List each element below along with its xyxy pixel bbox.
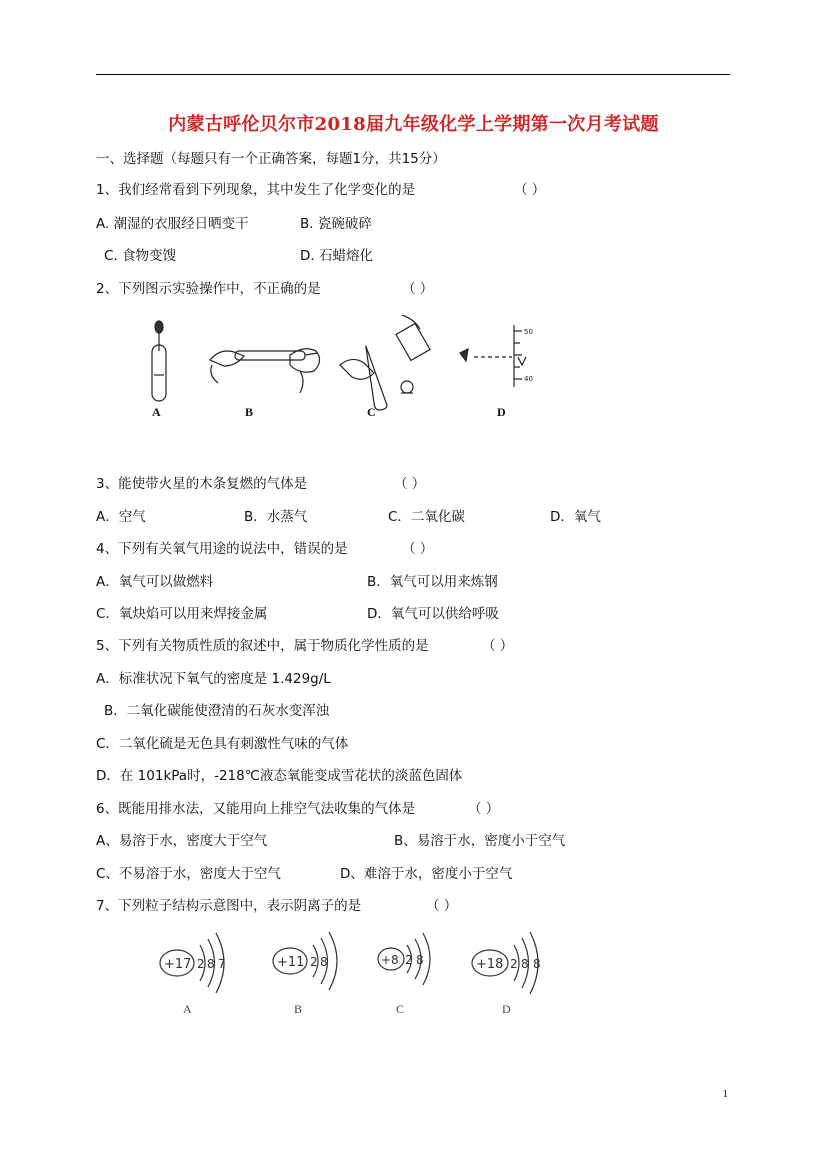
q4-answer-blank: （ ） bbox=[402, 541, 434, 557]
q3-option-a: A．空气 bbox=[96, 509, 146, 525]
q1-answer-blank: （ ） bbox=[514, 182, 546, 198]
q7-label-b: B bbox=[294, 1002, 303, 1016]
q7-label-a: A bbox=[183, 1002, 192, 1016]
q4-option-c: C．氧炔焰可以用来焊接金属 bbox=[96, 606, 268, 622]
header-rule bbox=[96, 74, 730, 75]
q1-stem: 1、我们经常看到下列现象，其中发生了化学变化的是 bbox=[96, 182, 416, 198]
atom-b-nucleus: +11 bbox=[277, 955, 305, 970]
figure-a-dropper-icon bbox=[152, 321, 166, 401]
q3-option-c: C．二氧化碳 bbox=[388, 509, 465, 525]
q1-option-d: D. 石蜡熔化 bbox=[300, 248, 373, 264]
figure-d-cylinder-icon bbox=[460, 325, 526, 387]
q6-option-d: D、难溶于水，密度小于空气 bbox=[340, 866, 513, 882]
atom-a-shell-2: 8 bbox=[207, 957, 215, 971]
q6-answer-blank: （ ） bbox=[468, 801, 500, 817]
q2-stem: 2、下列图示实验操作中，不正确的是 bbox=[96, 281, 321, 297]
figure-c-pouring-icon bbox=[340, 315, 430, 411]
atom-d-shell-1: 2 bbox=[510, 957, 518, 971]
atom-d-shell-3: 8 bbox=[533, 957, 541, 971]
atom-b-shell-1: 2 bbox=[310, 955, 318, 969]
atom-c-nucleus: +8 bbox=[381, 953, 399, 967]
q3-option-d: D．氧气 bbox=[550, 509, 601, 525]
q5-answer-blank: （ ） bbox=[482, 638, 514, 654]
q7-stem: 7、下列粒子结构示意图中，表示阴离子的是 bbox=[96, 898, 362, 914]
particle-structure-figure bbox=[145, 925, 555, 1017]
cylinder-top-mark: 50 bbox=[524, 328, 533, 336]
q5-option-a: A．标准状况下氧气的密度是 1.429g/L bbox=[96, 671, 331, 687]
page-number: 1 bbox=[722, 1088, 728, 1100]
figure-b-hands-icon bbox=[210, 349, 320, 393]
atom-d-shell-2: 8 bbox=[521, 957, 529, 971]
q1-option-c: C. 食物变馊 bbox=[104, 248, 177, 264]
q5-option-d: D．在 101kPa时，-218℃液态氧能变成雪花状的淡蓝色固体 bbox=[96, 768, 463, 784]
q5-option-c: C．二氧化硫是无色具有刺激性气味的气体 bbox=[96, 736, 349, 752]
q4-option-a: A．氧气可以做燃料 bbox=[96, 574, 214, 590]
q6-stem: 6、既能用排水法，又能用向上排空气法收集的气体是 bbox=[96, 801, 416, 817]
q6-option-c: C、不易溶于水，密度大于空气 bbox=[96, 866, 281, 882]
q2-label-c: C bbox=[367, 405, 376, 419]
q2-answer-blank: （ ） bbox=[402, 281, 434, 297]
q3-option-b: B．水蒸气 bbox=[244, 509, 308, 525]
q7-answer-blank: （ ） bbox=[426, 898, 458, 914]
q7-label-c: C bbox=[396, 1002, 405, 1016]
atom-a-shell-1: 2 bbox=[197, 957, 205, 971]
q5-stem: 5、下列有关物质性质的叙述中，属于物质化学性质的是 bbox=[96, 638, 429, 654]
q2-label-b: B bbox=[245, 405, 254, 419]
q3-stem: 3、能使带火星的木条复燃的气体是 bbox=[96, 476, 308, 492]
q2-label-a: A bbox=[152, 405, 161, 419]
atom-c-shell-1: 2 bbox=[405, 953, 413, 967]
q1-option-b: B. 瓷碗破碎 bbox=[300, 216, 372, 232]
q6-option-b: B、易溶于水，密度小于空气 bbox=[394, 833, 566, 849]
atom-c-shell-2: 8 bbox=[416, 953, 424, 967]
atom-a-shell-3: 7 bbox=[218, 957, 226, 971]
atom-d-nucleus: +18 bbox=[476, 957, 504, 972]
q4-option-b: B．氧气可以用来炼钢 bbox=[367, 574, 498, 590]
page-title: 内蒙古呼伦贝尔市2018届九年级化学上学期第一次月考试题 bbox=[168, 114, 659, 135]
q2-label-d: D bbox=[497, 405, 506, 419]
q5-option-b: B．二氧化碳能使澄清的石灰水变浑浊 bbox=[104, 703, 330, 719]
q4-stem: 4、下列有关氧气用途的说法中，错误的是 bbox=[96, 541, 348, 557]
q4-option-d: D．氧气可以供给呼吸 bbox=[367, 606, 499, 622]
q7-label-d: D bbox=[502, 1002, 511, 1016]
cylinder-bottom-mark: 40 bbox=[524, 375, 533, 383]
atom-b-shell-2: 8 bbox=[320, 955, 328, 969]
q1-option-a: A. 潮湿的衣服经日晒变干 bbox=[96, 216, 249, 232]
atom-a-nucleus: +17 bbox=[164, 957, 192, 972]
lab-operations-figure bbox=[140, 315, 550, 425]
q6-option-a: A、易溶于水，密度大于空气 bbox=[96, 833, 268, 849]
section-heading: 一、选择题（每题只有一个正确答案，每题1分，共15分） bbox=[96, 151, 446, 167]
q3-answer-blank: （ ） bbox=[394, 476, 426, 492]
